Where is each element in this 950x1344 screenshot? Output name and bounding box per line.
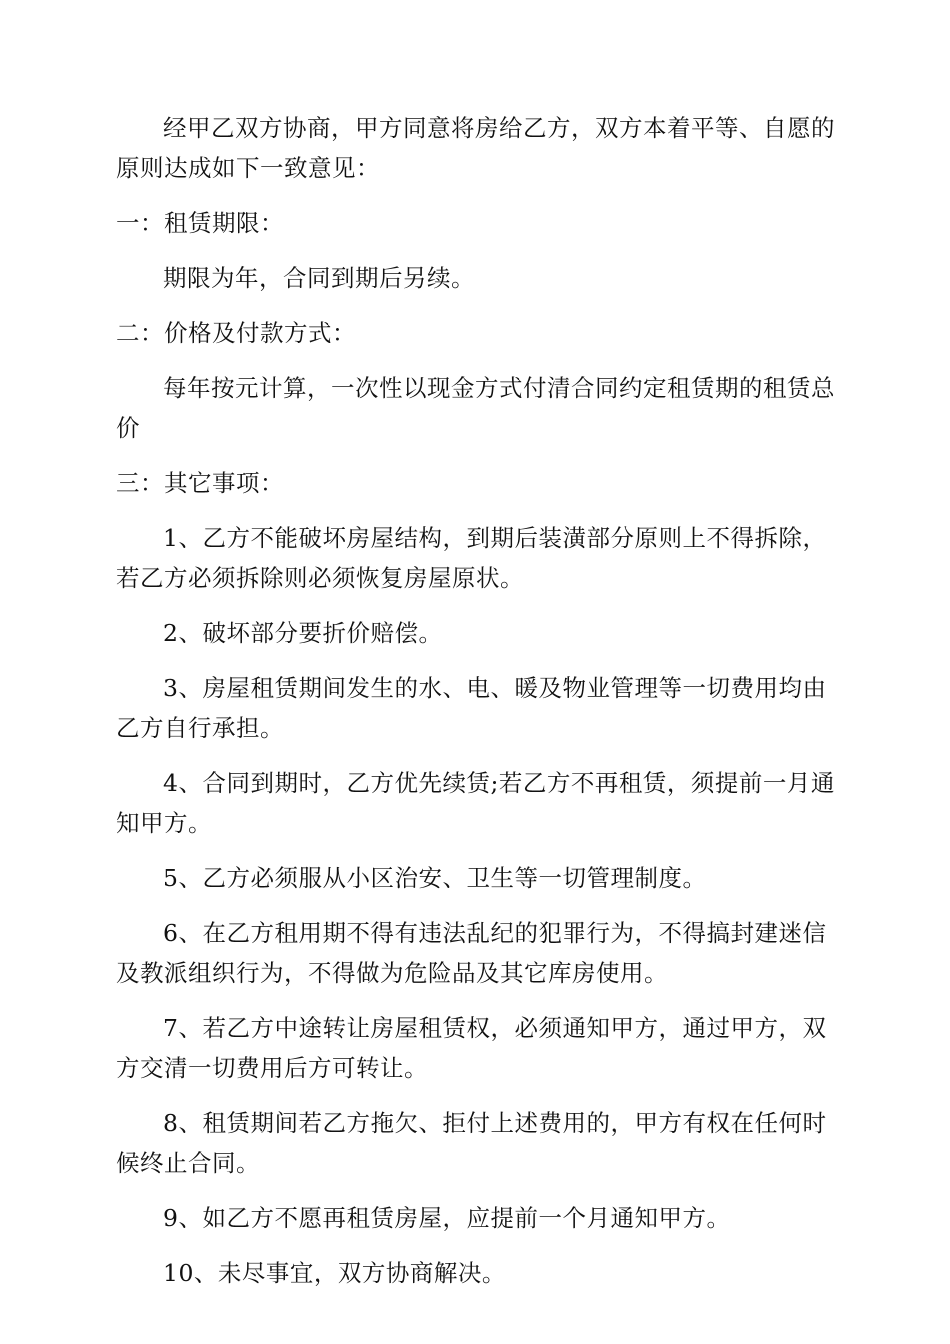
term-paragraph: 期限为年，合同到期后另续。 [163,264,475,292]
clause-item: 3、房屋租赁期间发生的水、电、暖及物业管理等一切费用均由乙方自行承担。 [116,674,827,742]
section-heading-other: 三：其它事项： [116,469,284,497]
clause-item: 5、乙方必须服从小区治安、卫生等一切管理制度。 [163,864,707,892]
clause-item: 4、合同到期时，乙方优先续赁;若乙方不再租赁，须提前一月通知甲方。 [116,769,835,837]
section-heading-term: 一：租赁期限： [116,209,284,237]
contract-body [116,108,836,1308]
clause-item: 2、破坏部分要折价赔偿。 [163,619,443,647]
clause-item: 9、如乙方不愿再租赁房屋，应提前一个月通知甲方。 [163,1204,731,1232]
section-heading-price: 二：价格及付款方式： [116,319,356,347]
clause-item: 7、若乙方中途转让房屋租赁权，必须通知甲方，通过甲方，双方交清一切费用后方可转让。 [116,1014,827,1082]
intro-paragraph: 经甲乙双方协商，甲方同意将房给乙方，双方本着平等、自愿的原则达成如下一致意见： [116,114,835,182]
price-paragraph: 每年按元计算，一次性以现金方式付清合同约定租赁期的租赁总价 [116,374,835,442]
clause-item: 6、在乙方租用期不得有违法乱纪的犯罪行为，不得搞封建迷信及教派组织行为，不得做为危险品及其它库房使用。 [116,919,827,987]
clause-item: 10、未尽事宜，双方协商解决。 [163,1259,506,1287]
clause-item: 8、租赁期间若乙方拖欠、拒付上述费用的，甲方有权在任何时候终止合同。 [116,1109,827,1177]
clause-item: 1、乙方不能破坏房屋结构，到期后装潢部分原则上不得拆除，若乙方必须拆除则必须恢复房屋原状。 [116,524,827,592]
